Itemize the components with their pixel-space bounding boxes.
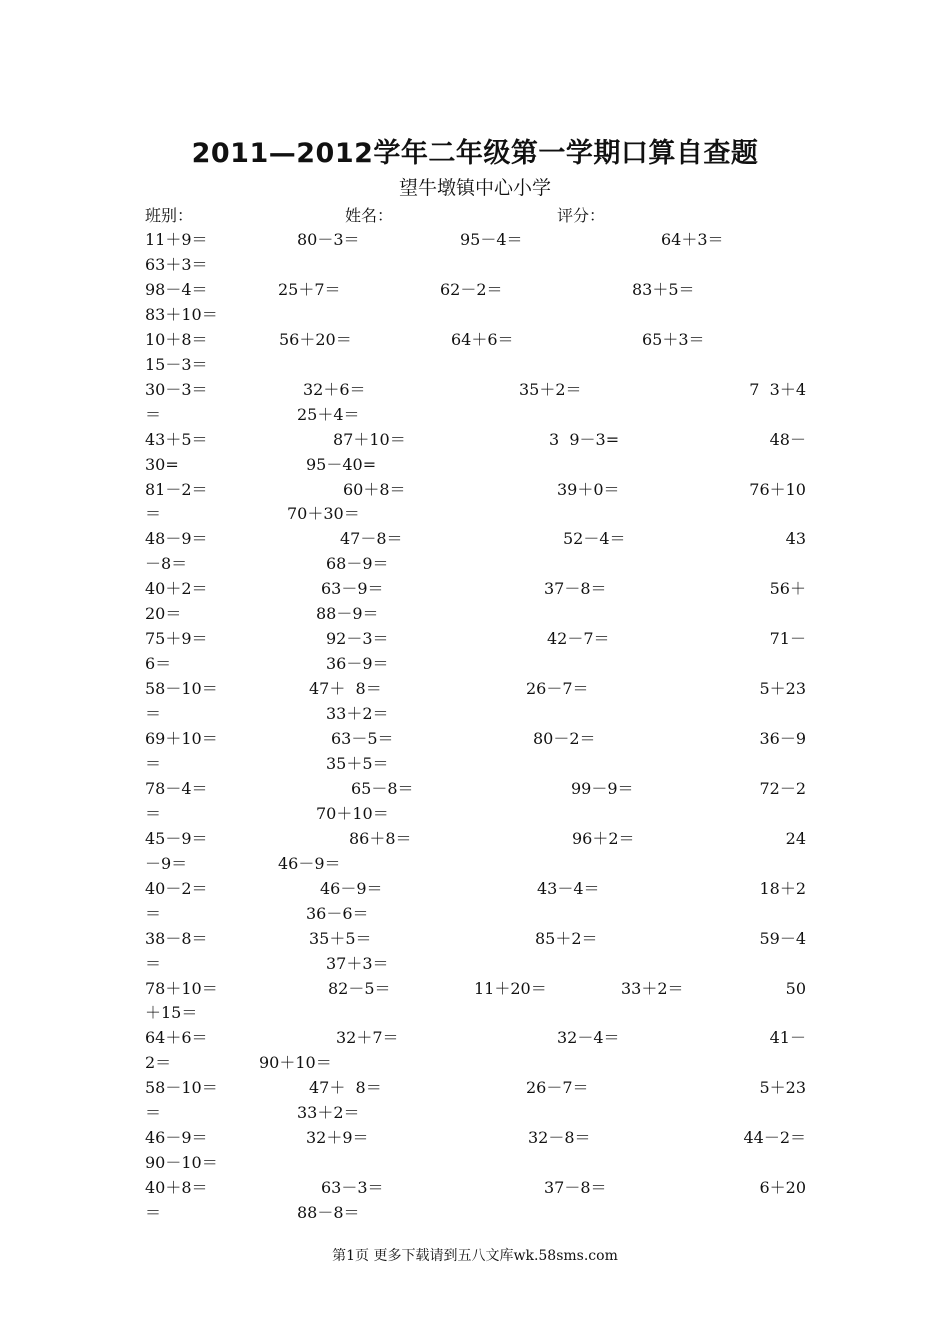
arithmetic-problem: 92－3＝ <box>326 629 389 649</box>
arithmetic-problem: 20＝ <box>145 604 182 624</box>
arithmetic-problem: 81－2＝ <box>145 479 208 499</box>
arithmetic-problem: 43 <box>785 529 806 549</box>
problem-line <box>0 1076 950 1100</box>
problem-line <box>0 727 950 751</box>
arithmetic-problem: 47＋ 8＝ <box>309 679 382 699</box>
arithmetic-problem: 99－9＝ <box>571 778 634 798</box>
arithmetic-problem: 63－5＝ <box>331 729 394 748</box>
problem-line <box>0 353 950 377</box>
arithmetic-problem: 88－9＝ <box>316 604 379 624</box>
problem-line <box>0 677 950 701</box>
arithmetic-problem: 37＋3＝ <box>326 953 389 973</box>
arithmetic-problem: 58－10＝ <box>145 1078 218 1098</box>
arithmetic-problem: 64＋6＝ <box>451 329 514 349</box>
problem-line <box>0 253 950 277</box>
arithmetic-problem: 36－9 <box>759 729 806 748</box>
problem-line <box>0 652 950 676</box>
problem-line <box>0 378 950 402</box>
arithmetic-problem: 78＋10＝ <box>145 978 218 998</box>
problem-line <box>0 1201 950 1225</box>
arithmetic-problem: 26－7＝ <box>526 1078 589 1098</box>
problem-line <box>0 977 950 1001</box>
arithmetic-problem: 2＝ <box>145 1053 172 1073</box>
arithmetic-problem: 96＋2＝ <box>572 828 635 848</box>
problem-line <box>0 502 950 526</box>
arithmetic-problem: 11＋9＝ <box>145 230 208 249</box>
page-title: 2011—2012学年二年级第一学期口算自查题 <box>191 138 759 169</box>
problem-line <box>0 702 950 726</box>
arithmetic-problem: 95－40= <box>306 454 377 474</box>
arithmetic-problem: 5＋23 <box>759 679 806 699</box>
arithmetic-problem: 25＋4＝ <box>297 404 360 424</box>
arithmetic-problem: 32＋6＝ <box>303 379 366 399</box>
arithmetic-problem: 63＋3＝ <box>145 254 208 274</box>
problem-line <box>0 902 950 926</box>
arithmetic-problem: 87＋10＝ <box>333 429 406 449</box>
arithmetic-problem: 63－3＝ <box>321 1178 384 1198</box>
arithmetic-problem: 90＋10＝ <box>259 1053 332 1073</box>
arithmetic-problem: 76＋10 <box>749 479 806 499</box>
arithmetic-problem: 46－9＝ <box>145 1128 208 1148</box>
problem-line <box>0 927 950 951</box>
arithmetic-problem: 45－9＝ <box>145 828 208 848</box>
arithmetic-problem: 38－8＝ <box>145 928 208 948</box>
problem-line <box>0 1101 950 1125</box>
problem-line <box>0 602 950 626</box>
arithmetic-problem: 56＋ <box>769 579 806 599</box>
arithmetic-problem: －8＝ <box>145 554 188 574</box>
arithmetic-problem: 71－ <box>769 629 806 649</box>
arithmetic-problem: 7 3＋4 <box>749 379 806 399</box>
arithmetic-problem: 70＋30＝ <box>287 504 360 524</box>
arithmetic-problem: 68－9＝ <box>326 554 389 574</box>
arithmetic-problem: 37－8＝ <box>544 579 607 599</box>
arithmetic-problem: 44－2＝ <box>743 1128 806 1148</box>
name-label: 姓名： <box>345 206 394 225</box>
arithmetic-problem: 83＋5＝ <box>632 279 695 299</box>
arithmetic-problem: 25＋7＝ <box>278 279 341 299</box>
arithmetic-problem: 58－10＝ <box>145 679 218 699</box>
arithmetic-problem: 90－10＝ <box>145 1153 218 1173</box>
arithmetic-problem: 36－9＝ <box>326 654 389 674</box>
arithmetic-problem: 30－3＝ <box>145 379 208 399</box>
arithmetic-problem: 32－8＝ <box>528 1128 591 1148</box>
arithmetic-problem: 32＋9＝ <box>306 1128 369 1148</box>
arithmetic-problem: 41－ <box>769 1028 806 1048</box>
problem-line <box>0 777 950 801</box>
arithmetic-problem: 52－4＝ <box>563 529 626 549</box>
arithmetic-problem: 47＋ 8＝ <box>309 1078 382 1098</box>
arithmetic-problem: 83＋10＝ <box>145 304 218 324</box>
arithmetic-problem: 32－4＝ <box>557 1028 620 1048</box>
arithmetic-problem: 32＋7＝ <box>336 1028 399 1048</box>
arithmetic-problem: 46－9＝ <box>320 878 383 898</box>
arithmetic-problem: 6＝ <box>145 654 172 674</box>
arithmetic-problem: 78－4＝ <box>145 778 208 798</box>
arithmetic-problem: 72－2 <box>759 778 806 798</box>
arithmetic-problem: 11＋20＝ <box>474 978 547 998</box>
school-name: 望牛墩镇中心小学 <box>398 177 551 199</box>
arithmetic-problem: 43－4＝ <box>537 878 600 898</box>
problem-line <box>0 752 950 776</box>
arithmetic-problem: 48－9＝ <box>145 529 208 549</box>
arithmetic-problem: 65－8＝ <box>351 778 414 798</box>
problem-line <box>0 827 950 851</box>
arithmetic-problem: 59－4 <box>759 928 806 948</box>
problem-line <box>0 877 950 901</box>
problem-line <box>0 1001 950 1025</box>
arithmetic-problem: 80－3＝ <box>297 230 360 249</box>
arithmetic-problem: 35＋2＝ <box>519 379 582 399</box>
arithmetic-problem: 33＋2＝ <box>326 704 389 723</box>
arithmetic-problem: 26－7＝ <box>526 679 589 699</box>
arithmetic-problem: 5＋23 <box>759 1078 806 1098</box>
problem-line <box>0 278 950 302</box>
arithmetic-problem: 15－3＝ <box>145 354 208 374</box>
arithmetic-problem: －9＝ <box>145 853 188 873</box>
problem-line <box>0 577 950 601</box>
arithmetic-problem: ＝ <box>145 953 162 973</box>
arithmetic-problem: 63－9＝ <box>321 579 384 599</box>
arithmetic-problem: 18＋2 <box>759 878 806 898</box>
problem-line <box>0 403 950 427</box>
problem-line <box>0 328 950 352</box>
arithmetic-problem: ＝ <box>145 404 162 424</box>
arithmetic-problem: 85＋2＝ <box>535 928 598 948</box>
arithmetic-problem: 30= <box>145 454 179 474</box>
arithmetic-problem: 86＋8＝ <box>349 828 412 848</box>
problem-line <box>0 852 950 876</box>
arithmetic-problem: 82－5＝ <box>328 978 391 998</box>
arithmetic-problem: ＝ <box>145 803 162 823</box>
arithmetic-problem: 75＋9＝ <box>145 629 208 649</box>
arithmetic-problem: 69＋10＝ <box>145 729 218 748</box>
arithmetic-problem: 64＋6＝ <box>145 1028 208 1048</box>
arithmetic-problem: 40－2＝ <box>145 878 208 898</box>
problem-line <box>0 552 950 576</box>
score-label: 评分： <box>557 206 606 225</box>
arithmetic-problem: 60＋8＝ <box>343 479 406 499</box>
arithmetic-problem: 33＋2＝ <box>621 978 684 998</box>
arithmetic-problem: 33＋2＝ <box>297 1103 360 1123</box>
arithmetic-problem: 80－2＝ <box>533 729 596 748</box>
arithmetic-problem: 47－8＝ <box>340 529 403 549</box>
arithmetic-problem: ＝ <box>145 1203 162 1222</box>
problem-line <box>0 527 950 551</box>
problem-line <box>0 802 950 826</box>
arithmetic-problem: ＝ <box>145 1103 162 1123</box>
arithmetic-problem: ＝ <box>145 504 162 524</box>
problem-line <box>0 228 950 252</box>
arithmetic-problem: 10＋8＝ <box>145 329 208 349</box>
arithmetic-problem: ＝ <box>145 753 162 773</box>
problem-line <box>0 303 950 327</box>
arithmetic-problem: 3 9－3= <box>549 429 620 449</box>
arithmetic-problem: 50 <box>785 978 806 998</box>
problem-line <box>0 1151 950 1175</box>
problem-line <box>0 1051 950 1075</box>
arithmetic-problem: 62－2＝ <box>440 279 503 299</box>
problem-line <box>0 952 950 976</box>
arithmetic-problem: 36－6＝ <box>306 903 369 923</box>
problem-line <box>0 428 950 452</box>
arithmetic-problem: 88－8＝ <box>297 1203 360 1222</box>
problem-line <box>0 627 950 651</box>
arithmetic-problem: 24 <box>785 828 806 848</box>
arithmetic-problem: 46－9＝ <box>278 853 341 873</box>
arithmetic-problem: 42－7＝ <box>547 629 610 649</box>
arithmetic-problem: 35＋5＝ <box>326 753 389 773</box>
arithmetic-problem: 48－ <box>769 429 806 449</box>
arithmetic-problem: 35＋5＝ <box>309 928 372 948</box>
arithmetic-problem: 70＋10＝ <box>316 803 389 823</box>
problem-line <box>0 1126 950 1150</box>
problem-line <box>0 1026 950 1050</box>
arithmetic-problem: 43＋5＝ <box>145 429 208 449</box>
arithmetic-problem: 98－4＝ <box>145 279 208 299</box>
arithmetic-problem: 40＋2＝ <box>145 579 208 599</box>
arithmetic-problem: ＝ <box>145 704 162 723</box>
arithmetic-problem: ＋15＝ <box>145 1003 198 1023</box>
arithmetic-problem: 39＋0＝ <box>557 479 620 499</box>
class-label: 班别： <box>145 206 194 225</box>
arithmetic-problem: 95－4＝ <box>460 230 523 249</box>
arithmetic-problem: 65＋3＝ <box>642 329 705 349</box>
arithmetic-problem: ＝ <box>145 903 162 923</box>
problem-line <box>0 1176 950 1200</box>
arithmetic-problem: 40＋8＝ <box>145 1178 208 1198</box>
page-footer: 第1页 更多下载请到五八文库wk.58sms.com <box>332 1248 618 1264</box>
arithmetic-problem: 37－8＝ <box>544 1178 607 1198</box>
problem-line <box>0 478 950 502</box>
problem-line <box>0 453 950 477</box>
arithmetic-problem: 6＋20 <box>759 1178 806 1198</box>
arithmetic-problem: 56＋20＝ <box>279 329 352 349</box>
arithmetic-problem: 64＋3＝ <box>661 230 724 249</box>
